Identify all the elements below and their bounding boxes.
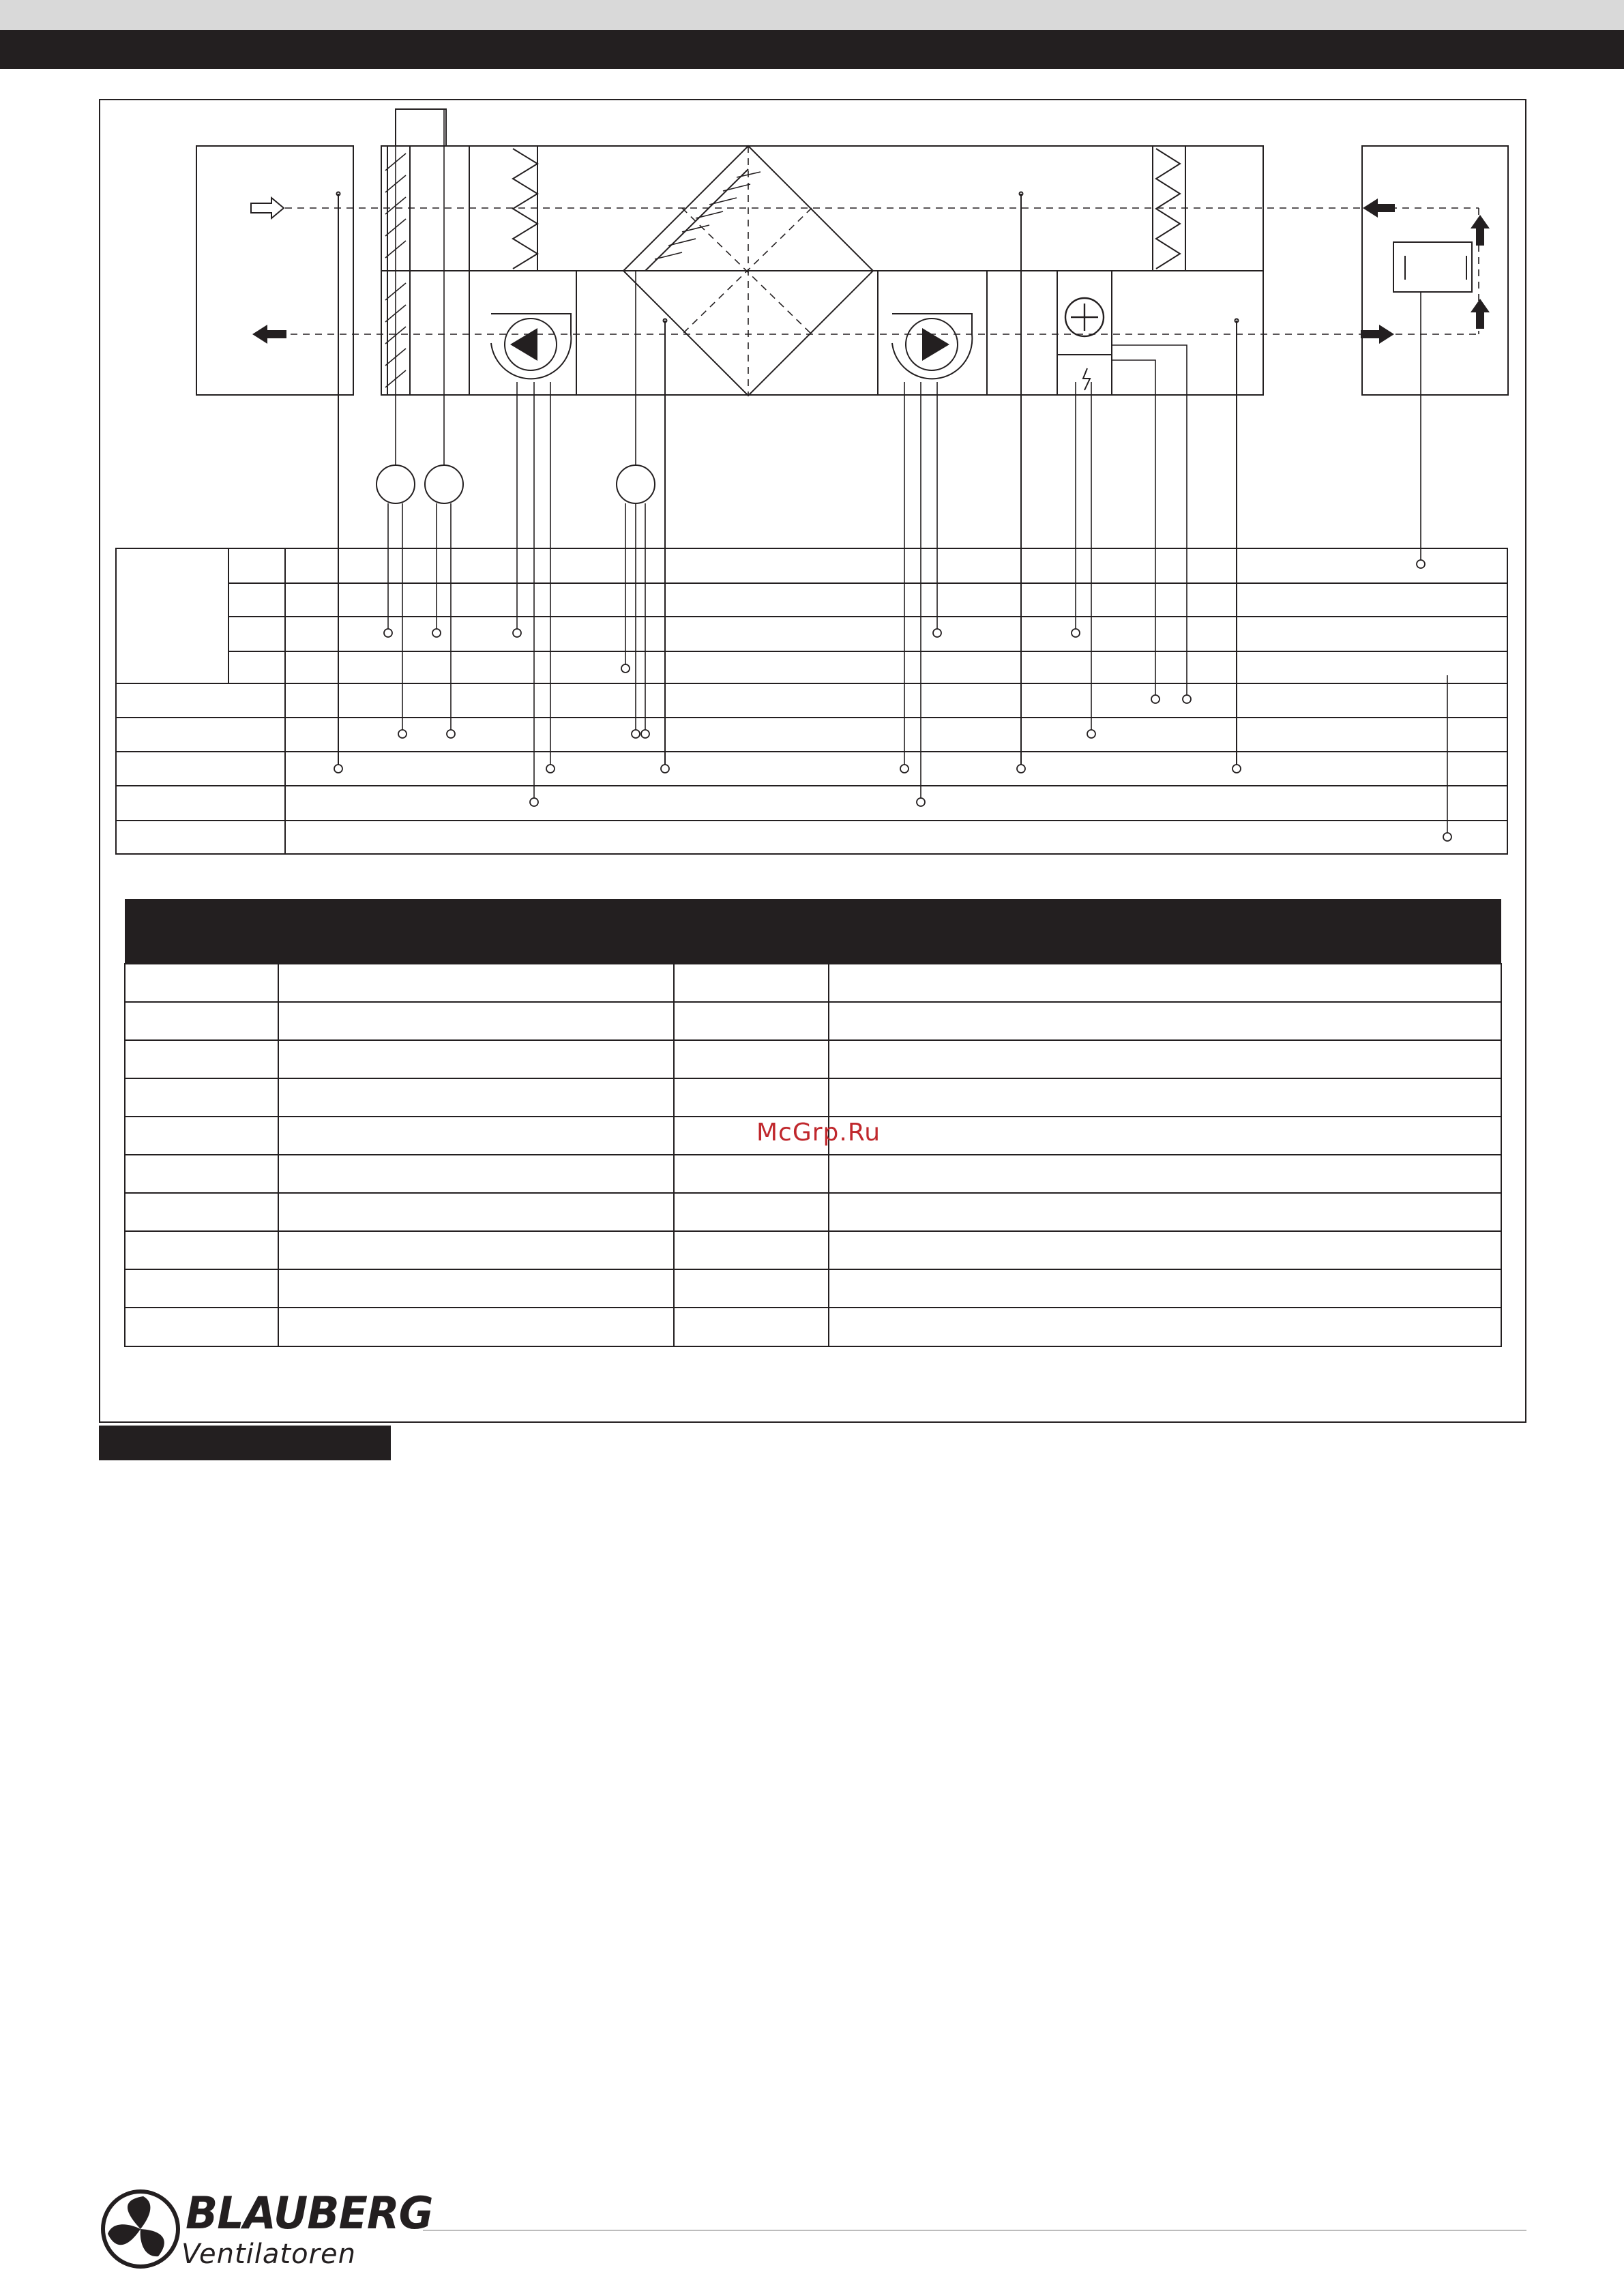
intake-arrow-icon <box>251 198 284 218</box>
fan-icon <box>491 314 571 379</box>
outdoor-zone-box <box>196 146 353 395</box>
damper-actuator-frame <box>396 109 446 146</box>
footer-rule <box>423 2230 1526 2231</box>
logo-subtitle: Ventilatoren <box>181 2239 356 2270</box>
room-sensor-box <box>1393 242 1472 292</box>
lightning-icon <box>1083 368 1090 390</box>
fan-icon <box>892 314 972 379</box>
return-arrow-icon <box>1363 198 1395 218</box>
logo-wordmark: BLAUBERG <box>186 2187 433 2239</box>
supply-arrow-icon <box>1471 299 1490 329</box>
temperature-sensor-icon <box>337 192 1239 769</box>
actuator-icon <box>377 465 655 503</box>
supply-arrow-icon <box>1471 215 1490 246</box>
heater-icon <box>1065 298 1104 336</box>
watermark-text: McGrp.Ru <box>756 1119 881 1147</box>
fan-logo-blades <box>108 2196 164 2256</box>
connection-table <box>116 548 1507 854</box>
exhaust-arrow-icon <box>252 325 286 344</box>
filter-icon <box>513 149 1180 269</box>
supply-arrow-icon <box>1361 325 1394 344</box>
